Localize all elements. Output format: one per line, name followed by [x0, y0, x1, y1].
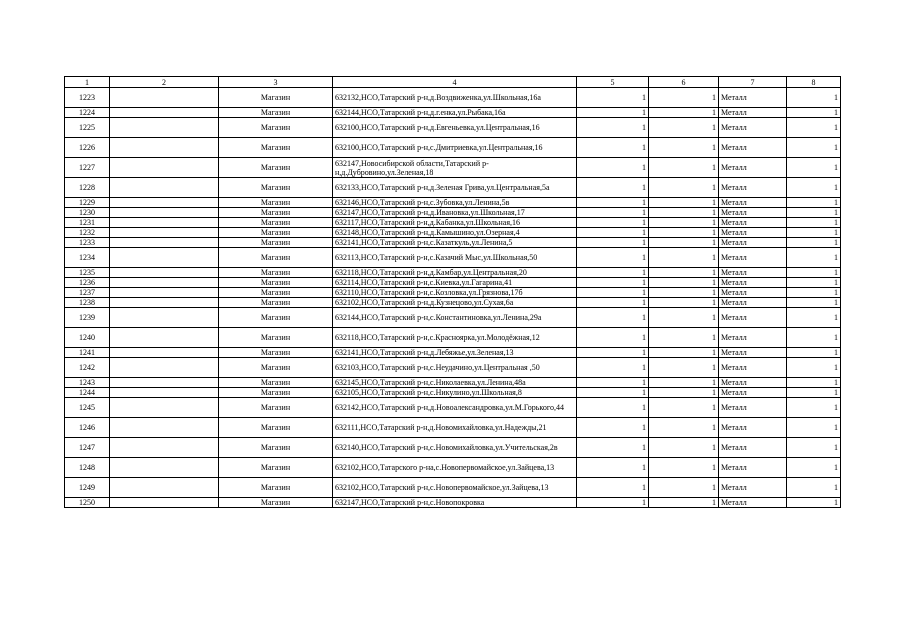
empty-cell: [110, 218, 219, 228]
address-cell: 632147,НСО,Татарский р-н,с.Новопокровка: [333, 498, 577, 508]
column-number-5: 5: [577, 77, 649, 88]
table-row: [65, 88, 841, 108]
count-cell: 1: [577, 178, 649, 198]
data-table: [64, 76, 841, 508]
table-row: [65, 308, 841, 328]
empty-cell: [110, 398, 219, 418]
count-cell: 1: [787, 248, 841, 268]
object-type-cell: Магазин: [219, 498, 333, 508]
row-number-cell: 1241: [65, 348, 110, 358]
column-number-1: 1: [65, 77, 110, 88]
table-row: [65, 248, 841, 268]
material-cell: Металл: [719, 378, 787, 388]
table-row: [65, 478, 841, 498]
row-number-cell: 1234: [65, 248, 110, 268]
count-cell: 1: [577, 438, 649, 458]
material-cell: Металл: [719, 458, 787, 478]
address-cell: 632100,НСО,Татарский р-н,с.Дмитриевка,ул.Центральная,16: [333, 138, 577, 158]
table-row: [65, 298, 841, 308]
object-type-cell: Магазин: [219, 88, 333, 108]
empty-cell: [110, 298, 219, 308]
material-cell: Металл: [719, 298, 787, 308]
object-type-cell: Магазин: [219, 328, 333, 348]
row-number-cell: 1242: [65, 358, 110, 378]
count-cell: 1: [787, 418, 841, 438]
row-number-cell: 1248: [65, 458, 110, 478]
object-type-cell: Магазин: [219, 268, 333, 278]
count-cell: 1: [577, 458, 649, 478]
count-cell: 1: [787, 228, 841, 238]
row-number-cell: 1247: [65, 438, 110, 458]
count-cell: 1: [649, 218, 719, 228]
table-row: [65, 378, 841, 388]
count-cell: 1: [787, 268, 841, 278]
material-cell: Металл: [719, 218, 787, 228]
count-cell: 1: [649, 268, 719, 278]
row-number-cell: 1236: [65, 278, 110, 288]
object-type-cell: Магазин: [219, 228, 333, 238]
count-cell: 1: [787, 88, 841, 108]
material-cell: Металл: [719, 268, 787, 278]
count-cell: 1: [649, 108, 719, 118]
count-cell: 1: [649, 358, 719, 378]
count-cell: 1: [649, 418, 719, 438]
table-row: [65, 158, 841, 178]
empty-cell: [110, 108, 219, 118]
material-cell: Металл: [719, 358, 787, 378]
count-cell: 1: [787, 298, 841, 308]
object-type-cell: Магазин: [219, 108, 333, 118]
count-cell: 1: [649, 478, 719, 498]
empty-cell: [110, 378, 219, 388]
address-cell: 632114,НСО,Татарский р-н,с.Киевка,ул.Гагарина,41: [333, 278, 577, 288]
count-cell: 1: [787, 498, 841, 508]
count-cell: 1: [577, 118, 649, 138]
table-row: [65, 398, 841, 418]
object-type-cell: Магазин: [219, 158, 333, 178]
table-row: [65, 498, 841, 508]
empty-cell: [110, 268, 219, 278]
count-cell: 1: [787, 208, 841, 218]
count-cell: 1: [787, 328, 841, 348]
count-cell: 1: [787, 388, 841, 398]
count-cell: 1: [577, 398, 649, 418]
count-cell: 1: [577, 238, 649, 248]
count-cell: 1: [577, 228, 649, 238]
count-cell: 1: [649, 178, 719, 198]
object-type-cell: Магазин: [219, 288, 333, 298]
table-row: [65, 118, 841, 138]
count-cell: 1: [787, 218, 841, 228]
table-row: [65, 228, 841, 238]
material-cell: Металл: [719, 178, 787, 198]
address-cell: 632147,НСО,Татарский р-н,д.Ивановка,ул.Школьная,17: [333, 208, 577, 218]
address-cell: 632141,НСО,Татарский р-н,д.Лебяжье,ул.Зеленая,13: [333, 348, 577, 358]
count-cell: 1: [787, 288, 841, 298]
material-cell: Металл: [719, 308, 787, 328]
material-cell: Металл: [719, 388, 787, 398]
count-cell: 1: [649, 308, 719, 328]
count-cell: 1: [577, 248, 649, 268]
row-number-cell: 1230: [65, 208, 110, 218]
material-cell: Металл: [719, 248, 787, 268]
table-row: [65, 208, 841, 218]
count-cell: 1: [649, 208, 719, 218]
count-cell: 1: [577, 88, 649, 108]
material-cell: Металл: [719, 438, 787, 458]
count-cell: 1: [787, 348, 841, 358]
material-cell: Металл: [719, 118, 787, 138]
count-cell: 1: [787, 158, 841, 178]
count-cell: 1: [787, 478, 841, 498]
count-cell: 1: [649, 118, 719, 138]
empty-cell: [110, 458, 219, 478]
object-type-cell: Магазин: [219, 198, 333, 208]
row-number-cell: 1239: [65, 308, 110, 328]
address-cell: 632146,НСО,Татарский р-н,с.Зубовка,ул.Ленина,5в: [333, 198, 577, 208]
count-cell: 1: [577, 308, 649, 328]
address-cell: 632147,Новосибирской области,Татарский р-н,д.Дубровино,ул.Зеленая,18: [333, 158, 577, 178]
empty-cell: [110, 348, 219, 358]
object-type-cell: Магазин: [219, 238, 333, 248]
material-cell: Металл: [719, 478, 787, 498]
address-cell: 632118,НСО,Татарский р-н,д.Камбар,ул.Центральная,20: [333, 268, 577, 278]
count-cell: 1: [649, 288, 719, 298]
address-cell: 632142,НСО,Татарский р-н,д.Новоалександровка,ул.М.Горького,44: [333, 398, 577, 418]
table-row: [65, 218, 841, 228]
material-cell: Металл: [719, 228, 787, 238]
empty-cell: [110, 198, 219, 208]
count-cell: 1: [577, 138, 649, 158]
address-cell: 632111,НСО,Татарский р-н,д.Новомихайловка,ул.Надежды,21: [333, 418, 577, 438]
address-cell: 632102,НСО,Татарского р-на,с.Новопервомайское,ул.Зайцева,13: [333, 458, 577, 478]
count-cell: 1: [577, 158, 649, 178]
row-number-cell: 1229: [65, 198, 110, 208]
count-cell: 1: [577, 418, 649, 438]
empty-cell: [110, 358, 219, 378]
row-number-cell: 1228: [65, 178, 110, 198]
empty-cell: [110, 178, 219, 198]
row-number-cell: 1232: [65, 228, 110, 238]
address-cell: 632140,НСО,Татарский р-н,с.Новомихайловка,ул.Учительская,2в: [333, 438, 577, 458]
row-number-cell: 1225: [65, 118, 110, 138]
column-number-2: 2: [110, 77, 219, 88]
count-cell: 1: [649, 198, 719, 208]
count-cell: 1: [577, 378, 649, 388]
count-cell: 1: [577, 298, 649, 308]
table-row: [65, 178, 841, 198]
address-cell: 632148,НСО,Татарский р-н,д.Камышино,ул.Озерная,4: [333, 228, 577, 238]
material-cell: Металл: [719, 158, 787, 178]
empty-cell: [110, 308, 219, 328]
count-cell: 1: [577, 328, 649, 348]
table-row: [65, 198, 841, 208]
column-number-3: 3: [219, 77, 333, 88]
count-cell: 1: [577, 278, 649, 288]
row-number-cell: 1224: [65, 108, 110, 118]
count-cell: 1: [649, 88, 719, 108]
empty-cell: [110, 478, 219, 498]
address-cell: 632110,НСО,Татарский р-н,с.Козловка,ул.Грязнова,17б: [333, 288, 577, 298]
count-cell: 1: [577, 388, 649, 398]
row-number-cell: 1231: [65, 218, 110, 228]
empty-cell: [110, 288, 219, 298]
object-type-cell: Магазин: [219, 478, 333, 498]
table-row: [65, 358, 841, 378]
object-type-cell: Магазин: [219, 298, 333, 308]
object-type-cell: Магазин: [219, 208, 333, 218]
count-cell: 1: [649, 238, 719, 248]
row-number-cell: 1235: [65, 268, 110, 278]
count-cell: 1: [577, 208, 649, 218]
empty-cell: [110, 278, 219, 288]
count-cell: 1: [787, 398, 841, 418]
count-cell: 1: [787, 198, 841, 208]
table-row: [65, 328, 841, 348]
count-cell: 1: [577, 478, 649, 498]
empty-cell: [110, 138, 219, 158]
count-cell: 1: [649, 298, 719, 308]
empty-cell: [110, 88, 219, 108]
object-type-cell: Магазин: [219, 388, 333, 398]
material-cell: Металл: [719, 348, 787, 358]
column-number-6: 6: [649, 77, 719, 88]
material-cell: Металл: [719, 238, 787, 248]
count-cell: 1: [787, 238, 841, 248]
empty-cell: [110, 438, 219, 458]
count-cell: 1: [649, 388, 719, 398]
count-cell: 1: [787, 308, 841, 328]
row-number-cell: 1249: [65, 478, 110, 498]
row-number-cell: 1246: [65, 418, 110, 438]
address-cell: 632118,НСО,Татарский р-н,с.Красноярка,ул.Молодёжная,12: [333, 328, 577, 348]
count-cell: 1: [787, 278, 841, 288]
object-type-cell: Магазин: [219, 378, 333, 388]
material-cell: Металл: [719, 198, 787, 208]
count-cell: 1: [649, 138, 719, 158]
material-cell: Металл: [719, 88, 787, 108]
material-cell: Металл: [719, 278, 787, 288]
object-type-cell: Магазин: [219, 278, 333, 288]
row-number-cell: 1243: [65, 378, 110, 388]
count-cell: 1: [787, 438, 841, 458]
object-type-cell: Магазин: [219, 398, 333, 418]
object-type-cell: Магазин: [219, 418, 333, 438]
count-cell: 1: [577, 348, 649, 358]
address-cell: 632144,НСО,Татарский р-н,с.Константиновка,ул.Ленина,29а: [333, 308, 577, 328]
object-type-cell: Магазин: [219, 138, 333, 158]
empty-cell: [110, 388, 219, 398]
count-cell: 1: [577, 268, 649, 278]
object-type-cell: Магазин: [219, 308, 333, 328]
object-type-cell: Магазин: [219, 178, 333, 198]
object-type-cell: Магазин: [219, 358, 333, 378]
count-cell: 1: [577, 498, 649, 508]
material-cell: Металл: [719, 328, 787, 348]
count-cell: 1: [577, 358, 649, 378]
count-cell: 1: [649, 378, 719, 388]
row-number-cell: 1238: [65, 298, 110, 308]
address-cell: 632145,НСО,Татарский р-н,с.Николаевка,ул.Ленина,48а: [333, 378, 577, 388]
header-row: [65, 77, 841, 88]
material-cell: Металл: [719, 498, 787, 508]
table-row: [65, 278, 841, 288]
count-cell: 1: [787, 178, 841, 198]
count-cell: 1: [577, 218, 649, 228]
material-cell: Металл: [719, 418, 787, 438]
row-number-cell: 1237: [65, 288, 110, 298]
empty-cell: [110, 418, 219, 438]
empty-cell: [110, 208, 219, 218]
address-cell: 632133,НСО,Татарский р-н,д.Зеленая Грива,ул.Центральная,5а: [333, 178, 577, 198]
row-number-cell: 1250: [65, 498, 110, 508]
material-cell: Металл: [719, 208, 787, 218]
empty-cell: [110, 158, 219, 178]
count-cell: 1: [649, 278, 719, 288]
row-number-cell: 1244: [65, 388, 110, 398]
row-number-cell: 1233: [65, 238, 110, 248]
count-cell: 1: [577, 108, 649, 118]
count-cell: 1: [787, 118, 841, 138]
table-row: [65, 108, 841, 118]
table-row: [65, 458, 841, 478]
table-row: [65, 438, 841, 458]
count-cell: 1: [649, 438, 719, 458]
row-number-cell: 1227: [65, 158, 110, 178]
address-cell: 632117,НСО,Татарский р-н,д.Кабанка,ул.Школьная,16: [333, 218, 577, 228]
material-cell: Металл: [719, 108, 787, 118]
address-cell: 632132,НСО,Татарский р-н,д.Воздвиженка,ул.Школьная,16а: [333, 88, 577, 108]
column-number-4: 4: [333, 77, 577, 88]
count-cell: 1: [787, 358, 841, 378]
count-cell: 1: [649, 158, 719, 178]
count-cell: 1: [649, 458, 719, 478]
row-number-cell: 1245: [65, 398, 110, 418]
object-type-cell: Магазин: [219, 248, 333, 268]
count-cell: 1: [649, 498, 719, 508]
count-cell: 1: [787, 108, 841, 118]
count-cell: 1: [649, 348, 719, 358]
count-cell: 1: [649, 248, 719, 268]
count-cell: 1: [787, 378, 841, 388]
row-number-cell: 1223: [65, 88, 110, 108]
object-type-cell: Магазин: [219, 438, 333, 458]
count-cell: 1: [649, 398, 719, 418]
count-cell: 1: [649, 328, 719, 348]
address-cell: 632103,НСО,Татарский р-н,с.Неудачино,ул.Центральная ,50: [333, 358, 577, 378]
count-cell: 1: [577, 288, 649, 298]
count-cell: 1: [577, 198, 649, 208]
address-cell: 632102,НСО,Татарский р-н,с.Новопервомайское,ул.Зайцева,13: [333, 478, 577, 498]
object-type-cell: Магазин: [219, 118, 333, 138]
address-cell: 632113,НСО,Татарский р-н,с.Казачий Мыс,ул.Школьная,50: [333, 248, 577, 268]
table-row: [65, 388, 841, 398]
object-type-cell: Магазин: [219, 458, 333, 478]
count-cell: 1: [787, 138, 841, 158]
row-number-cell: 1240: [65, 328, 110, 348]
row-number-cell: 1226: [65, 138, 110, 158]
empty-cell: [110, 228, 219, 238]
address-cell: 632100,НСО,Татарский р-н,д.Евгеньевка,ул.Центральная,16: [333, 118, 577, 138]
table-row: [65, 268, 841, 278]
empty-cell: [110, 118, 219, 138]
count-cell: 1: [787, 458, 841, 478]
address-cell: 632102,НСО,Татарский р-н,д.Кузнецово,ул.Сухая,6а: [333, 298, 577, 308]
address-cell: 632141,НСО,Татарский р-н,с.Казаткуль,ул.Ленина,5: [333, 238, 577, 248]
table-row: [65, 288, 841, 298]
empty-cell: [110, 498, 219, 508]
address-cell: 632144,НСО,Татарский р-н,д.г.енка,ул.Рыбака,16а: [333, 108, 577, 118]
empty-cell: [110, 328, 219, 348]
table-row: [65, 418, 841, 438]
object-type-cell: Магазин: [219, 218, 333, 228]
address-cell: 632105,НСО,Татарский р-н,с.Никулино,ул.Школьная,8: [333, 388, 577, 398]
table-row: [65, 348, 841, 358]
empty-cell: [110, 238, 219, 248]
table-row: [65, 238, 841, 248]
table-row: [65, 138, 841, 158]
object-type-cell: Магазин: [219, 348, 333, 358]
material-cell: Металл: [719, 138, 787, 158]
empty-cell: [110, 248, 219, 268]
material-cell: Металл: [719, 398, 787, 418]
column-number-7: 7: [719, 77, 787, 88]
count-cell: 1: [649, 228, 719, 238]
column-number-8: 8: [787, 77, 841, 88]
material-cell: Металл: [719, 288, 787, 298]
